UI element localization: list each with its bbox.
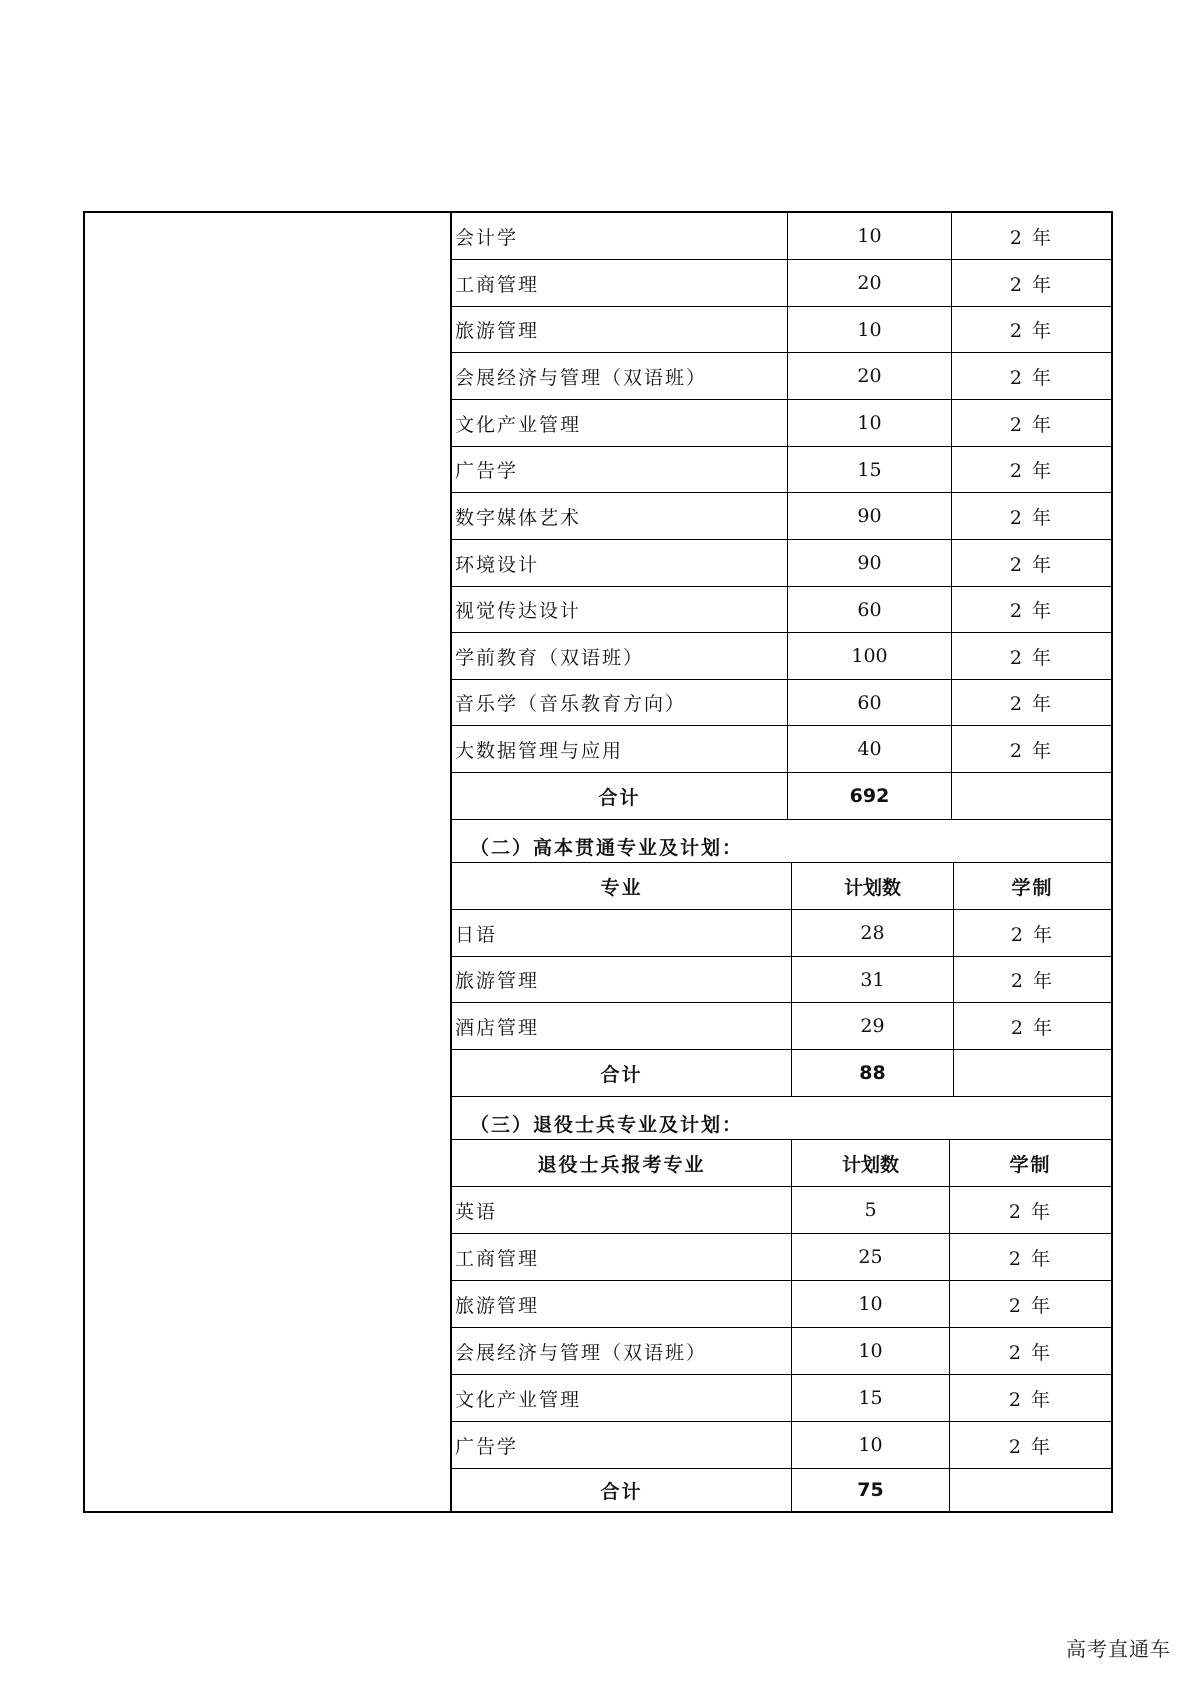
study-years: 2 年 xyxy=(1009,273,1054,296)
header-count: 计划数 xyxy=(792,1140,950,1186)
table-row xyxy=(452,1375,1111,1422)
table-row xyxy=(452,447,1111,493)
plan-count: 10 xyxy=(792,1422,950,1468)
study-years: 2 年 xyxy=(1009,693,1054,715)
table-row xyxy=(452,260,1111,307)
plan-count: 90 xyxy=(788,493,952,539)
table-row xyxy=(452,1003,1111,1050)
major-name: 文化产业管理 xyxy=(452,1375,792,1421)
major-name: 会展经济与管理（双语班） xyxy=(452,1328,792,1374)
study-years: 2 年 xyxy=(1008,1388,1053,1411)
major-name: 英语 xyxy=(452,1187,792,1233)
plan-count: 10 xyxy=(788,400,952,446)
plan-details xyxy=(452,213,1111,1511)
total-row xyxy=(452,1469,1111,1511)
study-years: 2 年 xyxy=(1009,413,1054,436)
major-name: 工商管理 xyxy=(452,260,788,306)
major-name: 音乐学（音乐教育方向） xyxy=(452,680,788,725)
table-row xyxy=(452,910,1111,957)
plan-count: 25 xyxy=(792,1234,950,1280)
total-row xyxy=(452,1050,1111,1097)
table-row xyxy=(452,1234,1111,1281)
major-name: 视觉传达设计 xyxy=(452,587,788,632)
major-name: 会计学 xyxy=(452,213,788,259)
major-name: 环境设计 xyxy=(452,540,788,586)
plan-count: 5 xyxy=(792,1187,950,1233)
header-count: 计划数 xyxy=(792,863,954,909)
table-row xyxy=(452,493,1111,540)
study-years: 2 年 xyxy=(1008,1200,1053,1223)
study-years: 2 年 xyxy=(1008,1435,1053,1458)
study-years: 2 年 xyxy=(1009,226,1054,249)
table-row xyxy=(452,633,1111,680)
table-row xyxy=(452,353,1111,400)
watermark-text: 高考直通车 xyxy=(1066,1637,1171,1661)
enrollment-plan-table xyxy=(83,211,1113,1513)
study-years: 2 年 xyxy=(1009,506,1054,529)
major-name: 大数据管理与应用 xyxy=(452,726,788,772)
table-row xyxy=(452,1281,1111,1328)
plan-count: 15 xyxy=(788,447,952,492)
study-years: 2 年 xyxy=(1009,739,1054,762)
study-years: 2 年 xyxy=(1008,1341,1053,1364)
header-major: 专业 xyxy=(452,863,792,909)
header-row xyxy=(452,1140,1111,1187)
major-name: 数字媒体艺术 xyxy=(452,493,788,539)
study-years: 2 年 xyxy=(1010,1016,1055,1039)
study-years: 2 年 xyxy=(1009,646,1054,669)
table-row xyxy=(452,1187,1111,1234)
plan-count: 31 xyxy=(792,957,954,1002)
major-name: 旅游管理 xyxy=(452,307,788,352)
table-row xyxy=(452,957,1111,1003)
major-name: 学前教育（双语班） xyxy=(452,633,788,679)
plan-count: 10 xyxy=(792,1281,950,1327)
major-name: 旅游管理 xyxy=(452,957,792,1002)
major-name: 广告学 xyxy=(452,447,788,492)
major-name: 旅游管理 xyxy=(452,1281,792,1327)
table-row xyxy=(452,540,1111,587)
table-row xyxy=(452,307,1111,353)
table-row xyxy=(452,680,1111,726)
table-row xyxy=(452,213,1111,260)
table-row xyxy=(452,1328,1111,1375)
study-years: 2 年 xyxy=(1010,970,1055,992)
plan-count: 60 xyxy=(788,587,952,632)
total-empty-cell xyxy=(954,1050,1111,1096)
table-row xyxy=(452,1422,1111,1469)
total-label: 合计 xyxy=(452,1469,792,1511)
plan-count: 10 xyxy=(788,307,952,352)
header-major: 退役士兵报考专业 xyxy=(452,1140,792,1186)
plan-count: 40 xyxy=(788,726,952,772)
study-years: 2 年 xyxy=(1009,320,1054,342)
plan-count: 90 xyxy=(788,540,952,586)
total-row xyxy=(452,773,1111,820)
major-name: 日语 xyxy=(452,910,792,956)
plan-count: 20 xyxy=(788,353,952,399)
study-years: 2 年 xyxy=(1009,460,1054,482)
total-label: 合计 xyxy=(452,1050,792,1096)
major-name: 工商管理 xyxy=(452,1234,792,1280)
plan-count: 15 xyxy=(792,1375,950,1421)
major-name: 文化产业管理 xyxy=(452,400,788,446)
total-label: 合计 xyxy=(452,773,788,819)
total-empty-cell xyxy=(952,773,1111,819)
total-empty-cell xyxy=(950,1469,1111,1511)
table-row xyxy=(452,726,1111,773)
major-name: 广告学 xyxy=(452,1422,792,1468)
study-years: 2 年 xyxy=(1008,1294,1053,1317)
study-years: 2 年 xyxy=(1009,600,1054,622)
study-years: 2 年 xyxy=(1010,923,1055,946)
table-row xyxy=(452,587,1111,633)
major-name: 酒店管理 xyxy=(452,1003,792,1049)
plan-count: 100 xyxy=(788,633,952,679)
total-value: 88 xyxy=(792,1050,954,1096)
plan-count: 29 xyxy=(792,1003,954,1049)
section-heading: （二）高本贯通专业及计划： xyxy=(452,820,1111,863)
header-row xyxy=(452,863,1111,910)
plan-count: 60 xyxy=(788,680,952,725)
total-value: 692 xyxy=(788,773,952,819)
total-value: 75 xyxy=(792,1469,950,1511)
plan-count: 20 xyxy=(788,260,952,306)
plan-count: 10 xyxy=(788,213,952,259)
table-row xyxy=(452,400,1111,447)
header-years: 学制 xyxy=(1009,1153,1052,1176)
plan-count: 28 xyxy=(792,910,954,956)
study-years: 2 年 xyxy=(1009,366,1054,389)
study-years: 2 年 xyxy=(1009,553,1054,576)
major-name: 会展经济与管理（双语班） xyxy=(452,353,788,399)
plan-count: 10 xyxy=(792,1328,950,1374)
section-heading: （三）退役士兵专业及计划： xyxy=(452,1097,1111,1140)
study-years: 2 年 xyxy=(1008,1247,1053,1270)
left-merged-cell xyxy=(85,213,452,1511)
header-years: 学制 xyxy=(1011,876,1054,899)
